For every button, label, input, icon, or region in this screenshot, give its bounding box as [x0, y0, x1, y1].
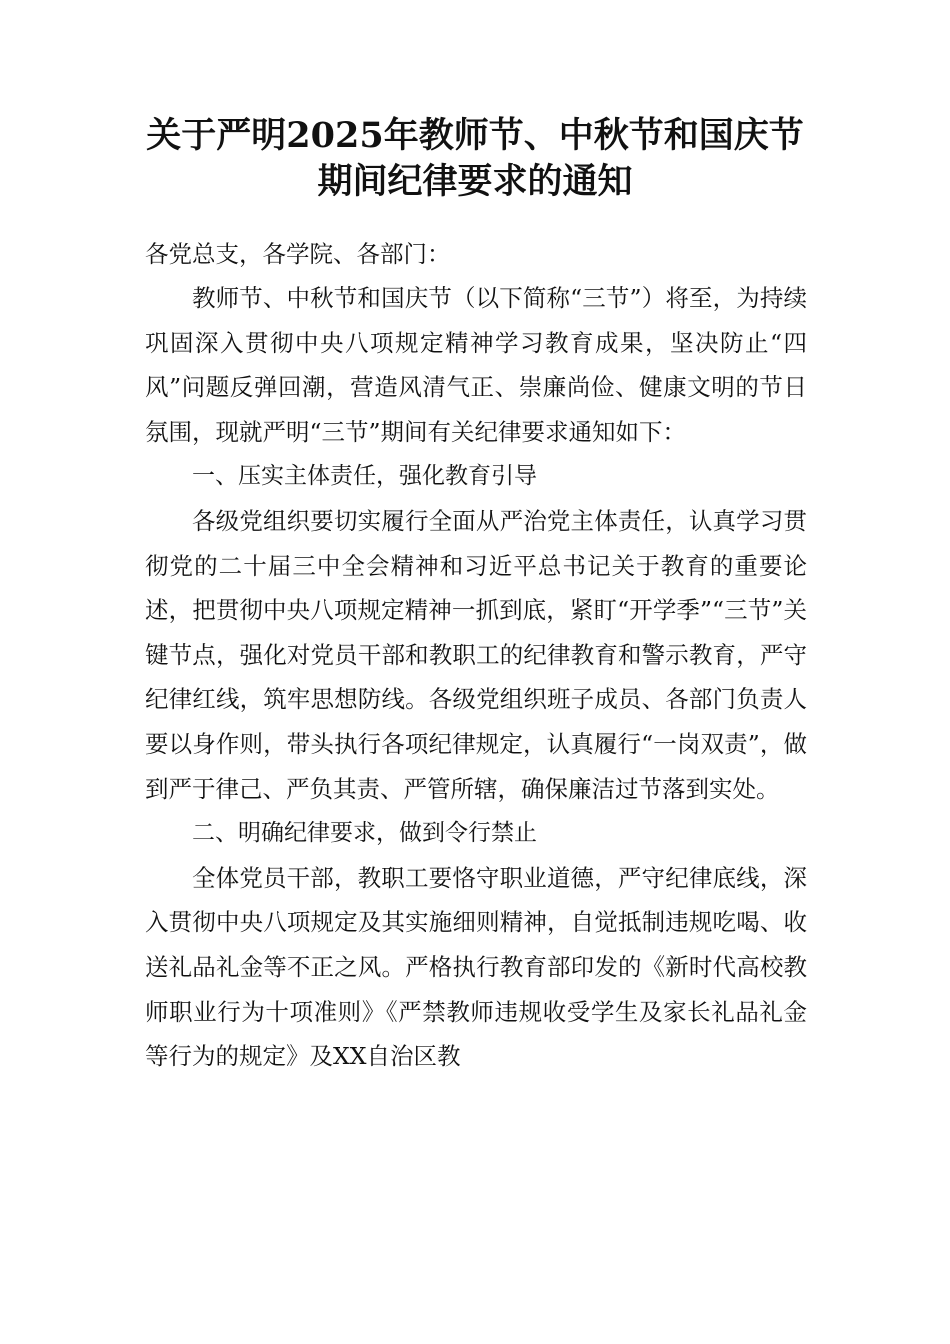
salutation: 各党总支，各学院、各部门： — [145, 240, 451, 268]
section-2-paragraph: 全体党员干部，教职工要恪守职业道德，严守纪律底线，深入贯彻中央八项规定及其实施细则精神，自觉抵制违规吃喝、收送礼品礼金等不正之风。严格执行教育部印发的《新时代高校教师职业行为十项准则》《严禁教师违规收受学生及家长礼品礼金等行为的规定》及XX自治区教 — [145, 863, 807, 1071]
intro-paragraph: 教师节、中秋节和国庆节（以下简称“三节”）将至，为持续巩固深入贯彻中央八项规定精神学习教育成果，坚决防止“四风”问题反弹回潮，营造风清气正、崇廉尚俭、健康文明的节日氛围，现就严明“三节”期间有关纪律要求通知如下： — [145, 284, 807, 446]
section-1-heading: 一、压实主体责任，强化教育引导 — [192, 463, 537, 490]
section-1-paragraph: 各级党组织要切实履行全面从严治党主体责任，认真学习贯彻党的二十届三中全会精神和习近平总书记关于教育的重要论述，把贯彻中央八项规定精神一抓到底，紧盯“开学季”“三节”关键节点，强化对党员干部和教职工的纪律教育和警示教育，严守纪律红线，筑牢思想防线。各级党组织班子成员、各部门负责人要以身作则，带头执行各项纪律规定，认真履行“一岗双责”，做到严于律己、严负其责、严管所辖，确保廉洁过节落到实处。 — [145, 506, 807, 803]
document-title-line-1: 关于严明2025年教师节、中秋节和国庆节 — [146, 115, 804, 156]
section-2-heading: 二、明确纪律要求，做到令行禁止 — [192, 820, 537, 847]
document-body — [145, 276, 807, 1079]
document-title-line-2: 期间纪律要求的通知 — [317, 161, 633, 202]
